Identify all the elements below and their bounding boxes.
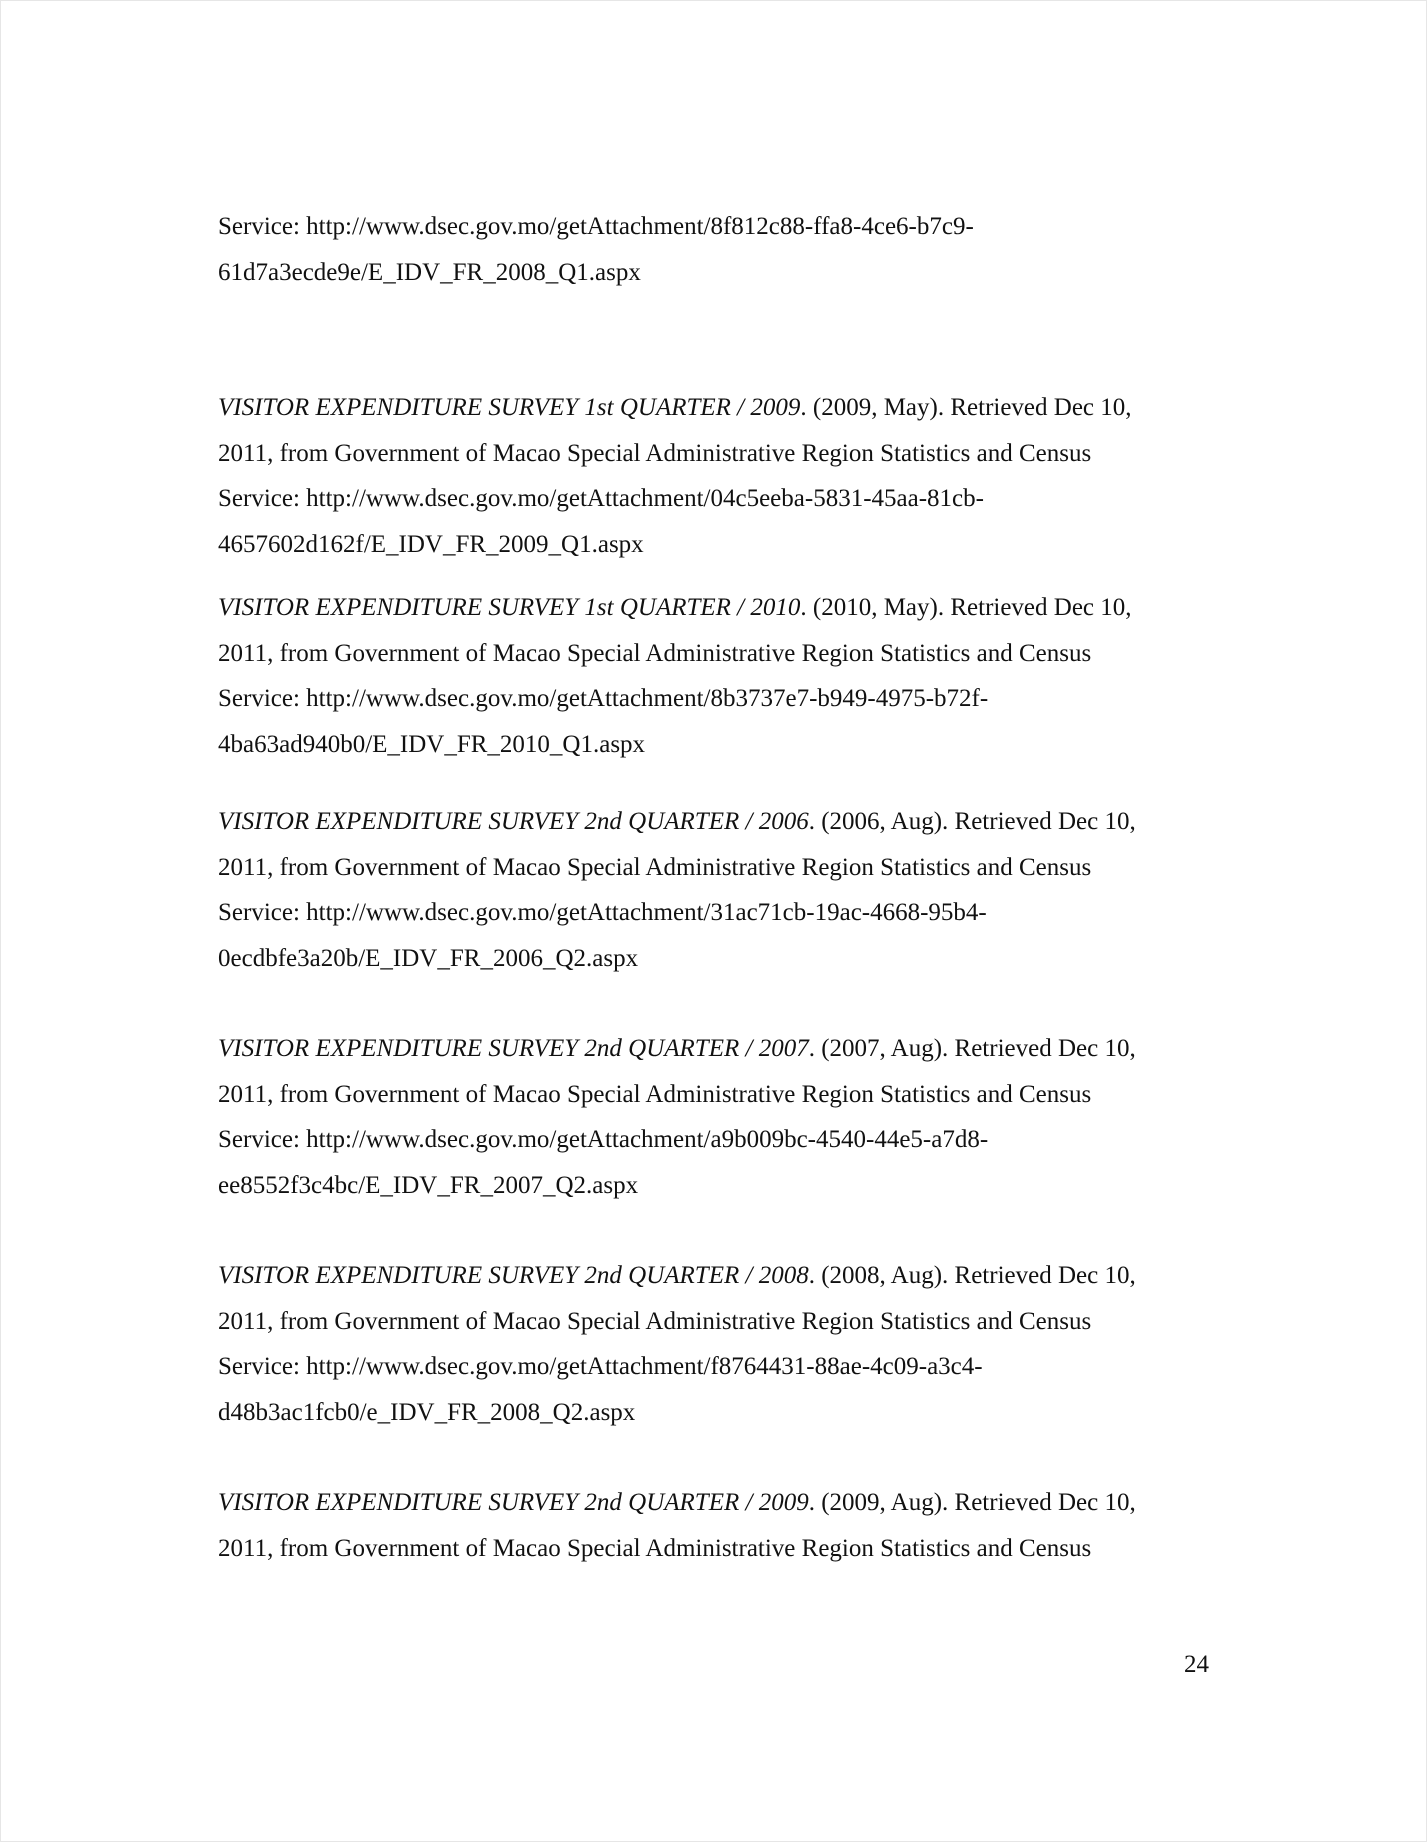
reference-entry <box>218 585 1218 767</box>
reference-line: 2011, from Government of Macao Special Administrative Region Statistics and Census <box>218 639 1092 667</box>
reference-first-line <box>218 1026 1218 1072</box>
reference-line: Service: http://www.dsec.gov.mo/getAttachment/a9b009bc-4540-44e5-a7d8- <box>218 1126 989 1153</box>
reference-title: VISITOR EXPENDITURE SURVEY 2nd QUARTER / 2009 <box>218 1489 809 1516</box>
reference-entry <box>218 1480 1218 1571</box>
reference-title: VISITOR EXPENDITURE SURVEY 2nd QUARTER / 2007 <box>218 1035 809 1062</box>
reference-line: 2011, from Government of Macao Special Administrative Region Statistics and Census <box>218 853 1092 881</box>
reference-line: 61d7a3ecde9e/E_IDV_FR_2008_Q1.aspx <box>218 258 641 286</box>
reference-line: ee8552f3c4bc/E_IDV_FR_2007_Q2.aspx <box>218 1171 639 1199</box>
reference-entry <box>218 799 1218 981</box>
reference-first-line <box>218 1480 1218 1526</box>
reference-line: d48b3ac1fcb0/e_IDV_FR_2008_Q2.aspx <box>218 1398 636 1426</box>
reference-entry <box>218 1253 1218 1435</box>
reference-first-line <box>218 385 1218 431</box>
reference-title: VISITOR EXPENDITURE SURVEY 1st QUARTER / 2009 <box>218 394 801 421</box>
reference-line: Service: http://www.dsec.gov.mo/getAttachment/31ac71cb-19ac-4668-95b4- <box>218 899 987 926</box>
reference-line: 2011, from Government of Macao Special Administrative Region Statistics and Census <box>218 1080 1092 1108</box>
reference-line: 4ba63ad940b0/E_IDV_FR_2010_Q1.aspx <box>218 730 646 758</box>
reference-line: 2011, from Government of Macao Special Administrative Region Statistics and Census <box>218 439 1092 467</box>
reference-title: VISITOR EXPENDITURE SURVEY 2nd QUARTER / 2006 <box>218 808 809 835</box>
reference-first-line <box>218 1253 1218 1299</box>
reference-date: . (2006, Aug). Retrieved Dec 10, <box>808 808 1136 835</box>
reference-first-line <box>218 585 1218 631</box>
reference-title: VISITOR EXPENDITURE SURVEY 1st QUARTER / 2010 <box>218 594 801 621</box>
reference-title: VISITOR EXPENDITURE SURVEY 2nd QUARTER / 2008 <box>218 1262 809 1289</box>
reference-entry <box>218 1026 1218 1208</box>
reference-date: . (2007, Aug). Retrieved Dec 10, <box>808 1035 1136 1062</box>
reference-entry <box>218 204 1218 295</box>
reference-entry <box>218 385 1218 567</box>
reference-date: . (2010, May). Retrieved Dec 10, <box>800 594 1132 621</box>
reference-line: Service: http://www.dsec.gov.mo/getAttachment/8b3737e7-b949-4975-b72f- <box>218 685 989 712</box>
reference-date: . (2009, May). Retrieved Dec 10, <box>800 394 1132 421</box>
reference-line: Service: http://www.dsec.gov.mo/getAttachment/04c5eeba-5831-45aa-81cb- <box>218 485 984 512</box>
reference-first-line <box>218 799 1218 845</box>
reference-date: . (2008, Aug). Retrieved Dec 10, <box>808 1262 1136 1289</box>
reference-date: . (2009, Aug). Retrieved Dec 10, <box>808 1489 1136 1516</box>
page-number: 24 <box>1184 1651 1209 1678</box>
reference-line: 4657602d162f/E_IDV_FR_2009_Q1.aspx <box>218 530 644 558</box>
reference-line: 0ecdbfe3a20b/E_IDV_FR_2006_Q2.aspx <box>218 944 639 972</box>
reference-list <box>218 204 1218 1571</box>
reference-line: 2011, from Government of Macao Special Administrative Region Statistics and Census <box>218 1307 1092 1335</box>
reference-line: Service: http://www.dsec.gov.mo/getAttachment/f8764431-88ae-4c09-a3c4- <box>218 1353 983 1380</box>
reference-line: 2011, from Government of Macao Special Administrative Region Statistics and Census <box>218 1534 1092 1562</box>
reference-line: Service: http://www.dsec.gov.mo/getAttachment/8f812c88-ffa8-4ce6-b7c9- <box>218 213 974 240</box>
